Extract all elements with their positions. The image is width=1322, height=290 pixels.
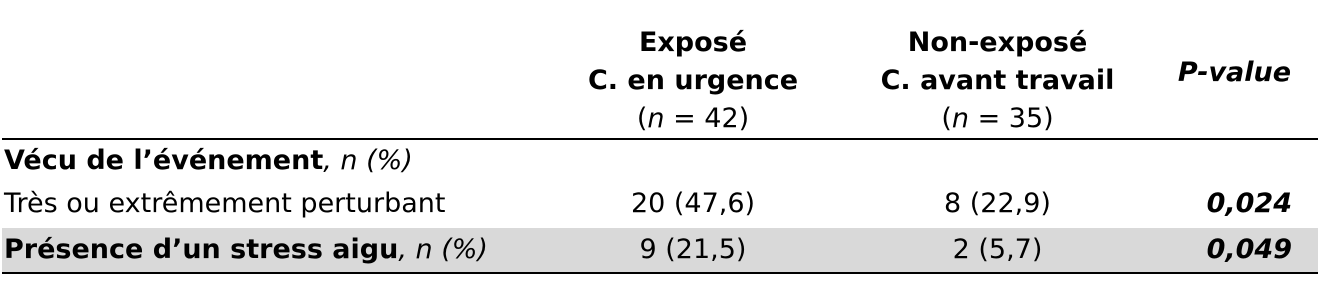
header-non-exposed: [844, 0, 1151, 139]
table-body: [2, 139, 1318, 273]
header-exposed-subtitle: C. en urgence: [587, 65, 799, 96]
table-header: [2, 0, 1318, 139]
header-row: [2, 0, 1318, 139]
row-exposed-value: 9 (21,5): [542, 227, 844, 273]
header-non-exposed-n: [844, 100, 1151, 138]
header-exposed-n-symbol: n: [647, 103, 665, 134]
row-pvalue: 0,049: [1151, 227, 1318, 273]
header-exposed-n-prefix: (: [636, 103, 648, 134]
header-non-exposed-subtitle: C. avant travail: [880, 65, 1115, 96]
header-non-exposed-title: Non-exposé: [907, 27, 1088, 58]
row-label-suffix: , n (%): [323, 145, 413, 176]
row-pvalue: [1151, 139, 1318, 182]
header-exposed-n: [542, 100, 844, 138]
table-row-section-experience: [2, 139, 1318, 182]
row-label-cell: [2, 227, 542, 273]
row-non-exposed-value: [844, 139, 1151, 182]
table-row-very-disturbing: [2, 182, 1318, 227]
row-non-exposed-value: 8 (22,9): [944, 188, 1051, 219]
row-exposed-value: [542, 139, 844, 182]
header-exposed: [542, 0, 844, 139]
row-label: Très ou extrêmement perturbant: [4, 188, 446, 219]
row-label-bold: Présence d’un stress aigu: [4, 234, 399, 265]
table-row-acute-stress: [2, 227, 1318, 273]
header-exposed-n-value: = 42): [664, 103, 750, 134]
header-pvalue: [1151, 0, 1318, 139]
header-non-exposed-n-prefix: (: [941, 103, 952, 134]
header-non-exposed-n-value: = 35): [968, 103, 1054, 134]
row-label-bold: Vécu de l’événement: [4, 145, 324, 176]
row-non-exposed-value: 2 (5,7): [844, 227, 1151, 273]
row-label-cell: [2, 139, 542, 182]
header-pvalue-title: P-value: [1177, 57, 1292, 88]
row-pvalue: 0,024: [1206, 188, 1292, 219]
results-table: [2, 0, 1318, 274]
row-label-suffix: , n (%): [398, 234, 488, 265]
row-exposed-value: 20 (47,6): [630, 188, 756, 219]
header-empty-cell: [2, 0, 542, 139]
header-exposed-title: Exposé: [638, 27, 748, 58]
header-non-exposed-n-symbol: n: [951, 103, 969, 134]
